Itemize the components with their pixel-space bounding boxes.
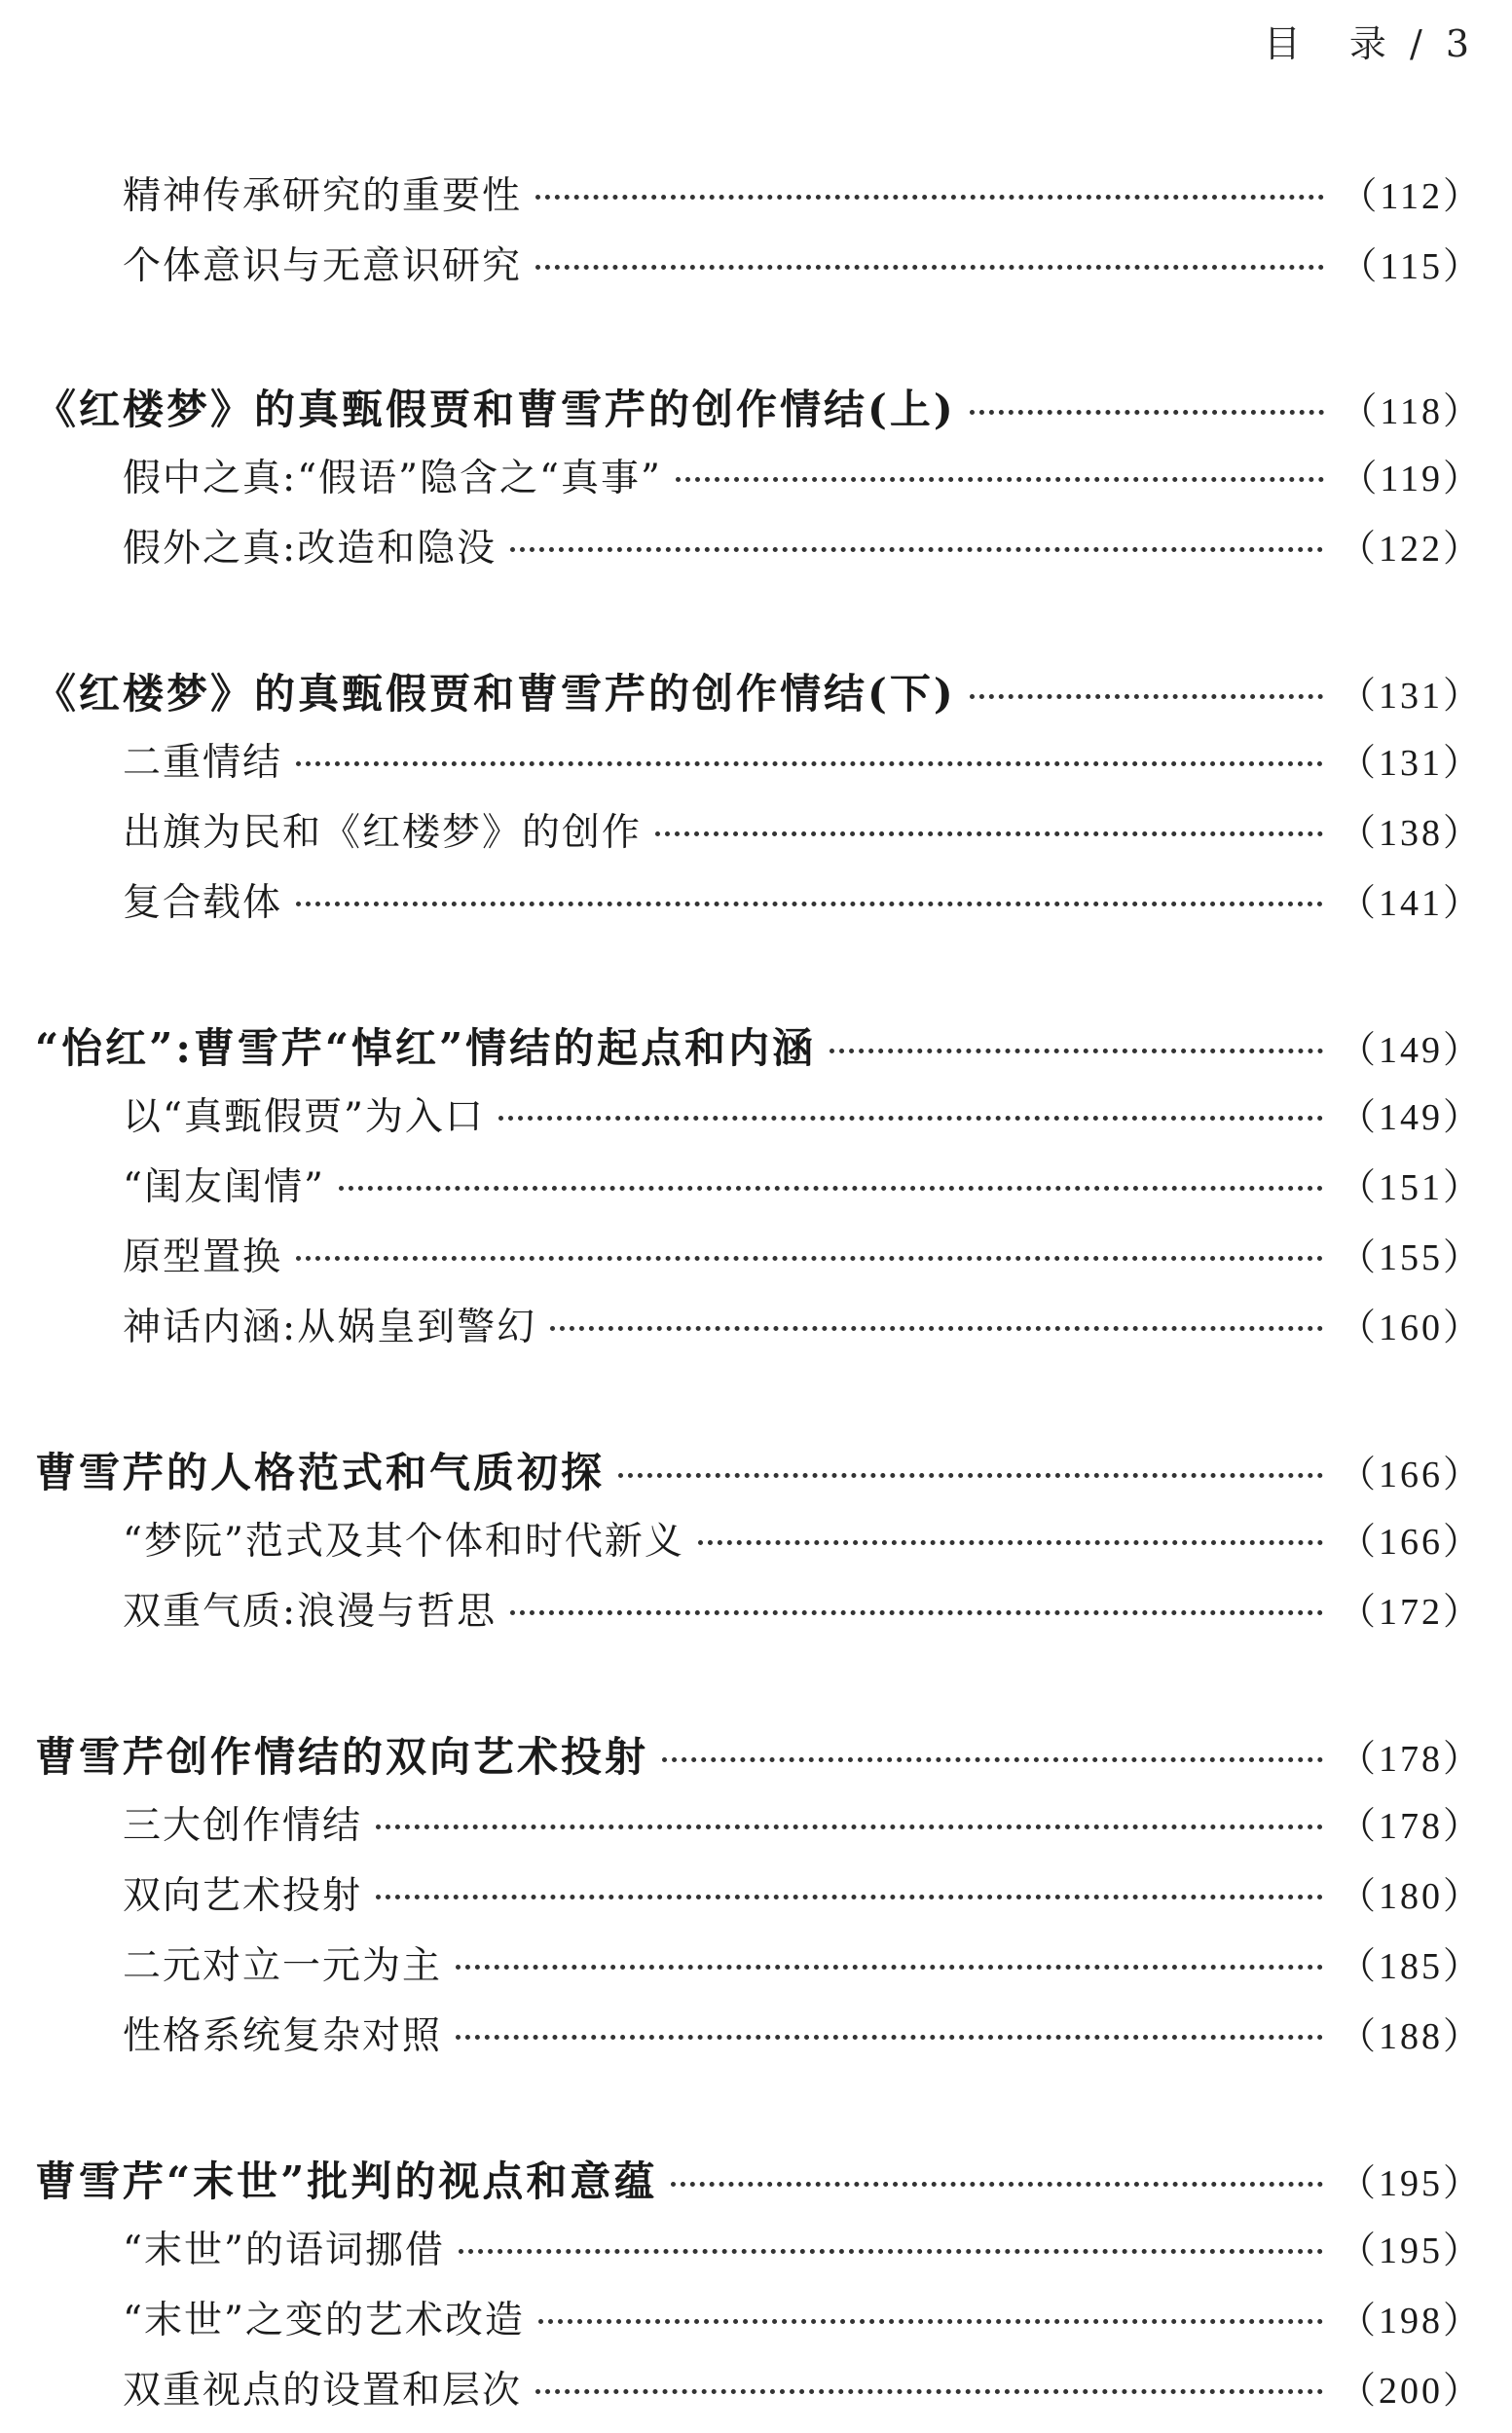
entry-page-number: （131） [1338, 676, 1483, 717]
entry-page-number: （151） [1338, 1167, 1483, 1208]
toc-section-entry [0, 1297, 1512, 1351]
entry-title: 三大创作情结 [123, 1804, 363, 1848]
entry-title: 双向艺术投射 [123, 1874, 363, 1918]
entry-page-number: （160） [1338, 1308, 1483, 1348]
dot-leader [296, 1256, 1323, 1261]
entry-title: 双重视点的设置和层次 [123, 2369, 523, 2413]
dot-leader [538, 2319, 1323, 2324]
entry-title: 假中之真:“假语”隐含之“真事” [123, 457, 662, 500]
entry-page-number: （149） [1338, 1097, 1483, 1138]
entry-page-number: （198） [1338, 2301, 1483, 2341]
entry-page-number: （122） [1338, 529, 1483, 570]
entry-title: 复合载体 [123, 881, 283, 925]
entry-page-number: （185） [1338, 1946, 1483, 1987]
dot-leader [456, 1965, 1323, 1970]
dot-leader [676, 477, 1325, 482]
dot-leader [510, 1610, 1323, 1615]
toc-section-entry [0, 1935, 1512, 1990]
entry-title: 性格系统复杂对照 [123, 2014, 443, 2058]
entry-page-number: （166） [1338, 1522, 1483, 1563]
toc-section-entry [0, 1581, 1512, 1636]
entry-page-number: （138） [1338, 813, 1483, 854]
entry-page-number: （178） [1338, 1806, 1483, 1847]
entry-title: 《红楼梦》的真甄假贾和曹雪芹的创作情结(下) [35, 670, 956, 718]
toc-section-entry [0, 1227, 1512, 1281]
toc-section-entry [0, 1511, 1512, 1566]
dot-leader [698, 1540, 1323, 1545]
dot-leader [970, 694, 1323, 699]
toc-section-entry [0, 448, 1512, 502]
dot-leader [535, 195, 1324, 200]
toc-section-entry [0, 1795, 1512, 1850]
entry-title: “末世”之变的艺术改造 [123, 2299, 525, 2342]
entry-title: 曹雪芹创作情结的双向艺术投射 [35, 1733, 649, 1781]
entry-page-number: （200） [1338, 2371, 1483, 2412]
dot-leader [535, 2389, 1323, 2394]
toc-section-entry [0, 872, 1512, 927]
entry-title: 以“真甄假贾”为入口 [123, 1095, 485, 1139]
entry-page-number: （112） [1340, 176, 1483, 217]
entry-page-number: （166） [1338, 1455, 1483, 1495]
entry-title: 二元对立一元为主 [123, 1944, 443, 1988]
entry-title: 曹雪芹“末世”批判的视点和意蕴 [35, 2157, 658, 2205]
toc-section-entry [0, 1865, 1512, 1920]
entry-title: “怡红”:曹雪芹“悼红”情结的起点和内涵 [35, 1024, 817, 1072]
entry-title: 精神传承研究的重要性 [123, 174, 523, 218]
dot-leader [655, 831, 1323, 836]
toc-section-entry [0, 2006, 1512, 2060]
toc-section-entry [0, 2290, 1512, 2344]
entry-page-number: （178） [1338, 1739, 1483, 1780]
entry-title: 曹雪芹的人格范式和气质初探 [35, 1449, 606, 1496]
dot-leader [296, 902, 1323, 906]
entry-page-number: （195） [1338, 2163, 1483, 2204]
entry-page-number: （172） [1338, 1592, 1483, 1633]
entry-page-number: （115） [1340, 246, 1483, 287]
toc-section-entry [0, 166, 1512, 220]
toc-chapter-entry [0, 1441, 1512, 1499]
entry-page-number: （195） [1338, 2230, 1483, 2271]
entry-page-number: （149） [1338, 1030, 1483, 1071]
entry-title: 神话内涵:从娲皇到警幻 [123, 1306, 537, 1349]
entry-page-number: （118） [1340, 391, 1483, 432]
toc-section-entry [0, 1157, 1512, 1211]
entry-title: 双重气质:浪漫与哲思 [123, 1590, 498, 1634]
dot-leader [671, 2182, 1323, 2187]
toc-section-entry [0, 2220, 1512, 2274]
entry-title: 《红楼梦》的真甄假贾和曹雪芹的创作情结(上) [35, 386, 956, 433]
dot-leader [510, 547, 1323, 552]
toc-section-entry [0, 732, 1512, 787]
toc-chapter-entry [0, 1016, 1512, 1075]
entry-title: 假外之真:改造和隐没 [123, 527, 498, 571]
toc-section-entry [0, 518, 1512, 572]
dot-leader [456, 2035, 1323, 2040]
dot-leader [662, 1757, 1323, 1762]
dot-leader [498, 1116, 1323, 1121]
dot-leader [376, 1895, 1323, 1899]
entry-title: 个体意识与无意识研究 [123, 244, 523, 288]
entry-title: 出旗为民和《红楼梦》的创作 [123, 811, 643, 855]
entry-title: 原型置换 [123, 1235, 283, 1279]
entry-title: “闺友闺情” [123, 1165, 325, 1209]
entry-page-number: （180） [1338, 1876, 1483, 1917]
entry-title: “梦阮”范式及其个体和时代新义 [123, 1520, 684, 1564]
entry-page-number: （119） [1340, 459, 1483, 499]
toc-section-entry [0, 802, 1512, 857]
toc-section-entry [0, 236, 1512, 290]
toc-chapter-entry [0, 662, 1512, 720]
dot-leader [459, 2249, 1323, 2254]
dot-leader [376, 1825, 1323, 1829]
toc-section-entry [0, 2360, 1512, 2415]
dot-leader [830, 1049, 1323, 1053]
dot-leader [618, 1473, 1323, 1478]
dot-leader [970, 410, 1325, 415]
entry-title: “末世”的语词挪借 [123, 2229, 445, 2272]
dot-leader [296, 761, 1323, 766]
dot-leader [339, 1186, 1323, 1191]
toc-section-entry [0, 1087, 1512, 1141]
entry-page-number: （131） [1338, 743, 1483, 784]
dot-leader [550, 1326, 1323, 1331]
running-header: 目 录 / 3 [1263, 22, 1475, 65]
entry-title: 二重情结 [123, 741, 283, 785]
entry-page-number: （188） [1338, 2016, 1483, 2057]
toc-chapter-entry [0, 1725, 1512, 1784]
toc-chapter-entry [0, 2150, 1512, 2208]
entry-page-number: （141） [1338, 883, 1483, 924]
entry-page-number: （155） [1338, 1237, 1483, 1278]
dot-leader [535, 265, 1324, 270]
toc-chapter-entry [0, 378, 1512, 436]
